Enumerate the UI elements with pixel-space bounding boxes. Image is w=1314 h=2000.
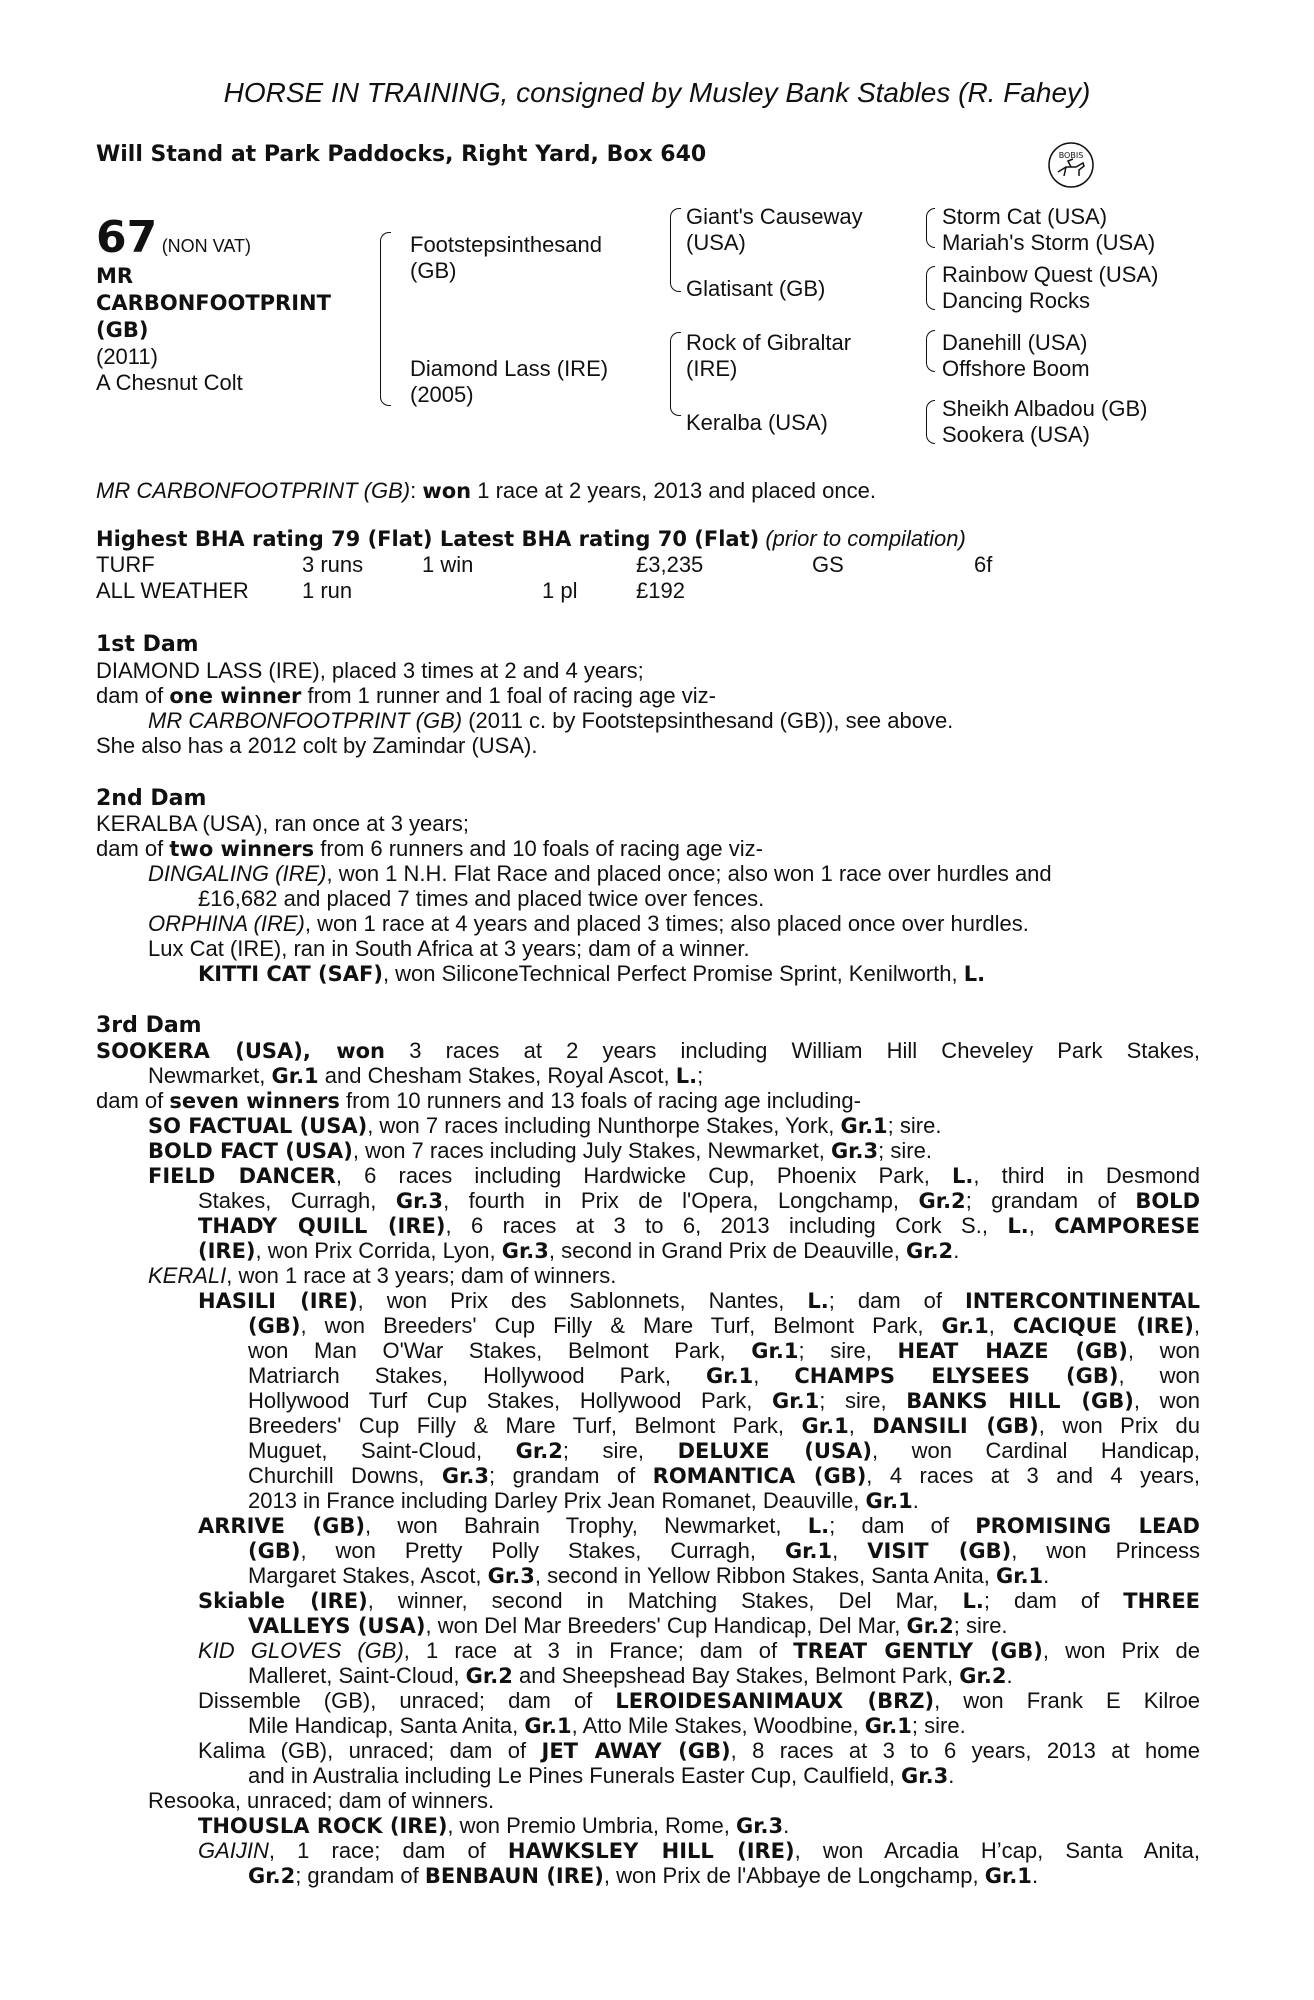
rating-note: (prior to compilation): [765, 526, 966, 551]
dam3-line: dam of seven winners from 10 runners and 13 foals of racing age including-: [96, 1088, 861, 1113]
vat-status: (NON VAT): [161, 236, 252, 256]
ggdam-dd: Sookera (USA): [942, 422, 1090, 447]
horse-description: A Chesnut Colt: [96, 370, 243, 395]
svg-text:BOBIS: BOBIS: [1058, 151, 1084, 160]
sire-sire-origin: (USA): [686, 230, 746, 255]
aw-label: ALL WEATHER: [96, 578, 249, 603]
dam3-line: THOUSLA ROCK (IRE), won Premio Umbria, Rome, Gr.3.: [198, 1813, 790, 1838]
dam3-line: HASILI (IRE), won Prix des Sablonnets, Nantes, L.; dam of INTERCONTINENTAL: [198, 1288, 1200, 1313]
sire-dam: Glatisant (GB): [686, 276, 826, 301]
dam3-line: FIELD DANCER, 6 races including Hardwicke Cup, Phoenix Park, L., third in Desmond: [148, 1163, 1200, 1188]
stand-location: Will Stand at Park Paddocks, Right Yard, Box 640: [96, 142, 707, 167]
dam3-line: and in Australia including Le Pines Funerals Easter Cup, Caulfield, Gr.3.: [248, 1763, 955, 1788]
ggdam-sd: Dancing Rocks: [942, 288, 1090, 313]
dam-dam: Keralba (USA): [686, 410, 828, 435]
ggsire-ss: Storm Cat (USA): [942, 204, 1108, 229]
dam1-line: She also has a 2012 colt by Zamindar (USA).: [96, 733, 538, 758]
pedigree-brace-sire: [670, 208, 681, 292]
lot-number-block: [96, 212, 251, 263]
dam3-line: Breeders' Cup Filly & Mare Turf, Belmont Park, Gr.1, DANSILI (GB), won Prix du: [248, 1413, 1200, 1438]
turf-prize: £3,235: [636, 552, 704, 577]
dam3-line: (GB), won Pretty Polly Stakes, Curragh, Gr.1, VISIT (GB), won Princess: [248, 1538, 1200, 1563]
page-title: HORSE IN TRAINING, consigned by Musley Bank Stables (R. Fahey): [223, 77, 1091, 108]
dam3-line: (IRE), won Prix Corrida, Lyon, Gr.3, second in Grand Prix de Deauville, Gr.2.: [198, 1238, 960, 1263]
dam2-line: ORPHINA (IRE), won 1 race at 4 years and placed 3 times; also placed once over hurdles.: [148, 911, 1029, 936]
ggdam-ss: Mariah's Storm (USA): [942, 230, 1156, 255]
dam3-line: Hollywood Turf Cup Stakes, Hollywood Park, Gr.1; sire, BANKS HILL (GB), won: [248, 1388, 1200, 1413]
dam3-line: Malleret, Saint-Cloud, Gr.2 and Sheepshead Bay Stakes, Belmont Park, Gr.2.: [248, 1663, 1013, 1688]
dam3-line: (GB), won Breeders' Cup Filly & Mare Turf, Belmont Park, Gr.1, CACIQUE (IRE),: [248, 1313, 1200, 1338]
summary-won: won: [422, 479, 472, 503]
aw-runs: 1 run: [302, 578, 353, 603]
dam3-line: won Man O'War Stakes, Belmont Park, Gr.1; sire, HEAT HAZE (GB), won: [248, 1338, 1201, 1363]
dam3-line: Kalima (GB), unraced; dam of JET AWAY (GB), 8 races at 3 to 6 years, 2013 at home: [198, 1738, 1200, 1763]
turf-runs: 3 runs: [302, 552, 364, 577]
dam3-line: Dissemble (GB), unraced; dam of LEROIDESANIMAUX (BRZ), won Frank E Kilroe: [198, 1688, 1201, 1713]
ggsire-ds: Danehill (USA): [942, 330, 1088, 355]
pedigree-brace-gen1: [380, 232, 391, 406]
turf-wins: 1 win: [422, 552, 474, 577]
sire-sire-name: Giant's Causeway: [686, 204, 863, 229]
dam3-line: SOOKERA (USA), won 3 races at 2 years including William Hill Cheveley Park Stakes,: [96, 1038, 1200, 1063]
dam3-line: KID GLOVES (GB), 1 race at 3 in France; dam of TREAT GENTLY (GB), won Prix de: [198, 1638, 1200, 1663]
dam2-line: Lux Cat (IRE), ran in South Africa at 3 years; dam of a winner.: [148, 936, 750, 961]
rating-text: Highest BHA rating 79 (Flat) Latest BHA rating 70 (Flat): [96, 527, 760, 551]
dam3-line: ARRIVE (GB), won Bahrain Trophy, Newmarket, L.; dam of PROMISING LEAD: [198, 1513, 1200, 1538]
dam1-line: DIAMOND LASS (IRE), placed 3 times at 2 and 4 years;: [96, 658, 644, 683]
dam3-line: SO FACTUAL (USA), won 7 races including Nunthorpe Stakes, York, Gr.1; sire.: [148, 1113, 942, 1138]
dam-name: Diamond Lass (IRE): [410, 356, 609, 381]
ggsire-sd: Rainbow Quest (USA): [942, 262, 1159, 287]
dam3-line: Stakes, Curragh, Gr.3, fourth in Prix de l'Opera, Longchamp, Gr.2; grandam of BOLD: [198, 1188, 1200, 1213]
dam3-line: Newmarket, Gr.1 and Chesham Stakes, Royal Ascot, L.;: [148, 1063, 704, 1088]
lot-number: 67: [96, 212, 158, 263]
dam2-line: dam of two winners from 6 runners and 10 foals of racing age viz-: [96, 836, 763, 861]
dam3-line: Muguet, Saint-Cloud, Gr.2; sire, DELUXE (USA), won Cardinal Handicap,: [248, 1438, 1200, 1463]
pedigree-brace-ds: [926, 330, 935, 372]
dam2-line: £16,682 and placed 7 times and placed twice over fences.: [198, 886, 765, 911]
sire-name: Footstepsinthesand: [410, 232, 603, 257]
dam1-line: dam of one winner from 1 runner and 1 foal of racing age viz-: [96, 683, 716, 708]
bobis-logo: [1046, 140, 1096, 190]
dam3-line: Churchill Downs, Gr.3; grandam of ROMANTICA (GB), 4 races at 3 and 4 years,: [248, 1463, 1200, 1488]
race-summary: MR CARBONFOOTPRINT (GB): won 1 race at 2 years, 2013 and placed once.: [96, 478, 876, 503]
dam3-line: BOLD FACT (USA), won 7 races including July Stakes, Newmarket, Gr.3; sire.: [148, 1138, 932, 1163]
dam3-line: THADY QUILL (IRE), 6 races at 3 to 6, 2013 including Cork S., L., CAMPORESE: [198, 1213, 1200, 1238]
dam3-line: Matriarch Stakes, Hollywood Park, Gr.1, CHAMPS ELYSEES (GB), won: [248, 1363, 1200, 1388]
turf-going: GS: [812, 552, 844, 577]
horse-name-line3: (GB): [96, 318, 149, 342]
dam1-line: MR CARBONFOOTPRINT (GB) (2011 c. by Footstepsinthesand (GB)), see above.: [148, 708, 954, 733]
pedigree-brace-dam: [670, 332, 681, 416]
bha-rating: [96, 526, 1196, 552]
dam3-line: Resooka, unraced; dam of winners.: [148, 1788, 495, 1813]
dam3-line: VALLEYS (USA), won Del Mar Breeders' Cup Handicap, Del Mar, Gr.2; sire.: [248, 1613, 1008, 1638]
dam2-line: KERALBA (USA), ran once at 3 years;: [96, 811, 469, 836]
dam3-line: Margaret Stakes, Ascot, Gr.3, second in Yellow Ribbon Stakes, Santa Anita, Gr.1.: [248, 1563, 1050, 1588]
pedigree-brace-ss: [926, 208, 935, 248]
pedigree-brace-dd: [926, 400, 935, 444]
turf-label: TURF: [96, 552, 155, 577]
dam-sire-origin: (IRE): [686, 356, 738, 381]
dam3-line: Gr.2; grandam of BENBAUN (IRE), won Prix de l'Abbaye de Longchamp, Gr.1.: [248, 1863, 1039, 1888]
horse-name-line2: CARBONFOOTPRINT: [96, 291, 331, 315]
dam-year: (2005): [410, 382, 474, 407]
ggsire-dd: Sheikh Albadou (GB): [942, 396, 1148, 421]
dam3-line: Skiable (IRE), winner, second in Matching Stakes, Del Mar, L.; dam of THREE: [198, 1588, 1201, 1613]
dam-sire-name: Rock of Gibraltar: [686, 330, 852, 355]
pedigree-brace-sd: [926, 266, 935, 310]
dam3-line: Mile Handicap, Santa Anita, Gr.1, Atto Mile Stakes, Woodbine, Gr.1; sire.: [248, 1713, 966, 1738]
sire-origin: (GB): [410, 258, 457, 283]
dam2-line: KITTI CAT (SAF), won SiliconeTechnical Perfect Promise Sprint, Kenilworth, L.: [198, 961, 986, 986]
ggdam-ds: Offshore Boom: [942, 356, 1090, 381]
dam3-line: 2013 in France including Darley Prix Jean Romanet, Deauville, Gr.1.: [248, 1488, 919, 1513]
aw-places: 1 pl: [542, 578, 578, 603]
dam2-heading: 2nd Dam: [96, 786, 207, 811]
dam3-line: KERALI, won 1 race at 3 years; dam of winners.: [148, 1263, 617, 1288]
turf-distance: 6f: [974, 552, 993, 577]
dam1-heading: 1st Dam: [96, 632, 199, 657]
summary-rest: 1 race at 2 years, 2013 and placed once.: [471, 478, 876, 503]
dam2-line: DINGALING (IRE), won 1 N.H. Flat Race and placed once; also won 1 race over hurdles and: [148, 861, 1052, 886]
aw-prize: £192: [636, 578, 685, 603]
foaling-year: (2011): [96, 344, 158, 369]
dam3-heading: 3rd Dam: [96, 1013, 202, 1038]
dam3-line: GAIJIN, 1 race; dam of HAWKSLEY HILL (IRE), won Arcadia H’cap, Santa Anita,: [198, 1838, 1200, 1863]
horse-name-line1: MR: [96, 264, 134, 288]
summary-name: MR CARBONFOOTPRINT (GB): [96, 478, 411, 503]
